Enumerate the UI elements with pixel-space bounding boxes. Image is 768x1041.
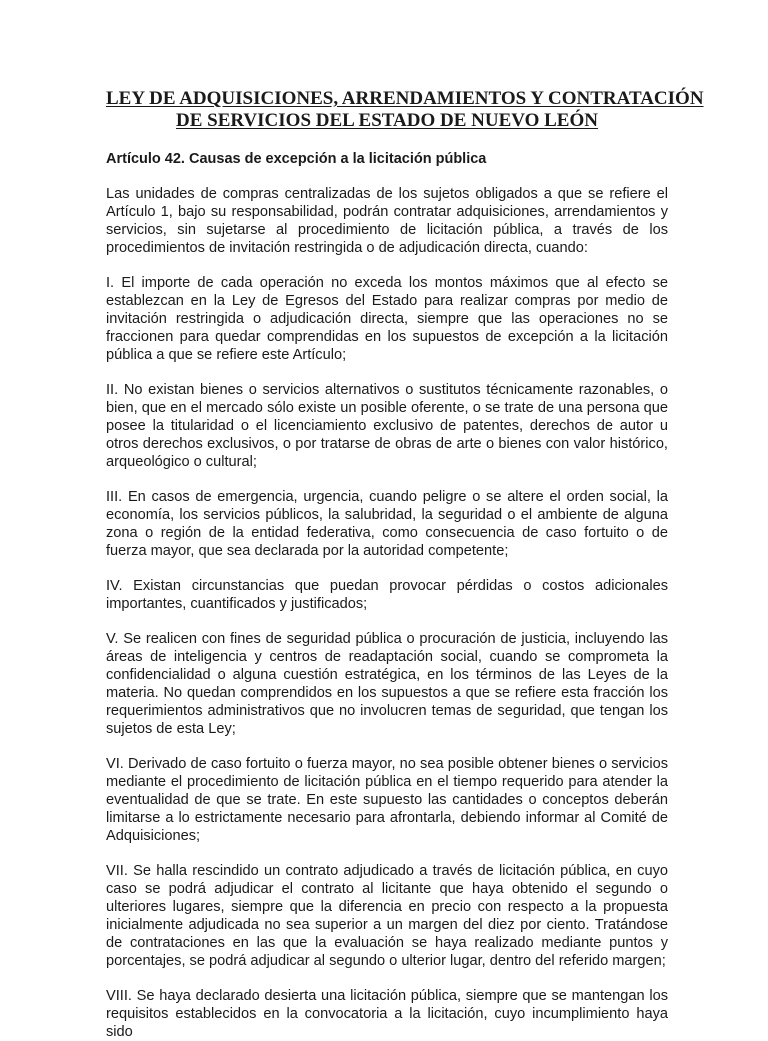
paragraph-intro: Las unidades de compras centralizadas de los sujetos obligados a que se refiere el Artículo 1, bajo su responsabilidad, podrán contratar adquisiciones, arrendamientos y servicios, sin sujetarse al procedimiento de licitación pública, a través de los procedimientos de invitación restringida o de adjudicación directa, cuando: <box>106 186 668 256</box>
paragraph-fraccion-iii: III. En casos de emergencia, urgencia, cuando peligre o se altere el orden social, la economía, los servicios públicos, la salubridad, la seguridad o el ambiente de alguna zona o región de la entidad federativa, como consecuencia de caso fortuito o de fuerza mayor, que sea declarada por la autoridad competente; <box>106 489 668 559</box>
article-heading: Artículo 42. Causas de excepción a la licitación pública <box>106 151 487 167</box>
paragraph-fraccion-iv: IV. Existan circunstancias que puedan provocar pérdidas o costos adicionales importantes, cuantificados y justificados; <box>106 578 668 612</box>
paragraph-fraccion-vi: VI. Derivado de caso fortuito o fuerza mayor, no sea posible obtener bienes o servicios mediante el procedimiento de licitación pública en el tiempo requerido para atender la eventualidad de que se trate. En este supuesto las cantidades o conceptos deberán limitarse a lo estrictamente necesario para afrontarla, debiendo informar al Comité de Adquisiciones; <box>106 756 668 844</box>
paragraph-fraccion-ii: II. No existan bienes o servicios alternativos o sustitutos técnicamente razonables, o bien, que en el mercado sólo existe un posible oferente, o se trate de una persona que posee la titularidad o el licenciamiento exclusivo de patentes, derechos de autor u otros derechos exclusivos, o por tratarse de obras de arte o bienes con valor histórico, arqueológico o cultural; <box>106 382 668 470</box>
document-page <box>106 88 704 1041</box>
document-title <box>106 88 704 132</box>
paragraph-fraccion-i: I. El importe de cada operación no exceda los montos máximos que al efecto se establezcan en la Ley de Egresos del Estado para realizar compras por medio de invitación restringida o adjudicación directa, siempre que las operaciones no se fraccionen para quedar comprendidas en los supuestos de excepción a la licitación pública a que se refiere este Artículo; <box>106 275 668 363</box>
paragraph-fraccion-v: V. Se realicen con fines de seguridad pública o procuración de justicia, incluyendo las áreas de inteligencia y centros de readaptación social, cuando se comprometa la confidencialidad o alguna cuestión estratégica, en los términos de las Leyes de la materia. No quedan comprendidos en los supuestos a que se refiere esta fracción los requerimientos administrativos que no involucren temas de seguridad, que tengan los sujetos de esta Ley; <box>106 631 668 737</box>
document-title-line-1: LEY DE ADQUISICIONES, ARRENDAMIENTOS Y CONTRATACIÓN <box>106 88 704 109</box>
paragraph-fraccion-viii: VIII. Se haya declarado desierta una licitación pública, siempre que se mantengan los requisitos establecidos en la convocatoria a la licitación, cuyo incumplimiento haya sido <box>106 988 668 1040</box>
paragraph-fraccion-vii: VII. Se halla rescindido un contrato adjudicado a través de licitación pública, en cuyo caso se podrá adjudicar el contrato al licitante que haya obtenido el segundo o ulteriores lugares, siempre que la diferencia en precio con respecto a la propuesta inicialmente adjudicada no sea superior a un margen del diez por ciento. Tratándose de contrataciones en las que la evaluación se haya realizado mediante puntos y porcentajes, se podrá adjudicar al segundo o ulterior lugar, dentro del referido margen; <box>106 863 668 969</box>
document-title-line-2: DE SERVICIOS DEL ESTADO DE NUEVO LEÓN <box>176 110 598 131</box>
